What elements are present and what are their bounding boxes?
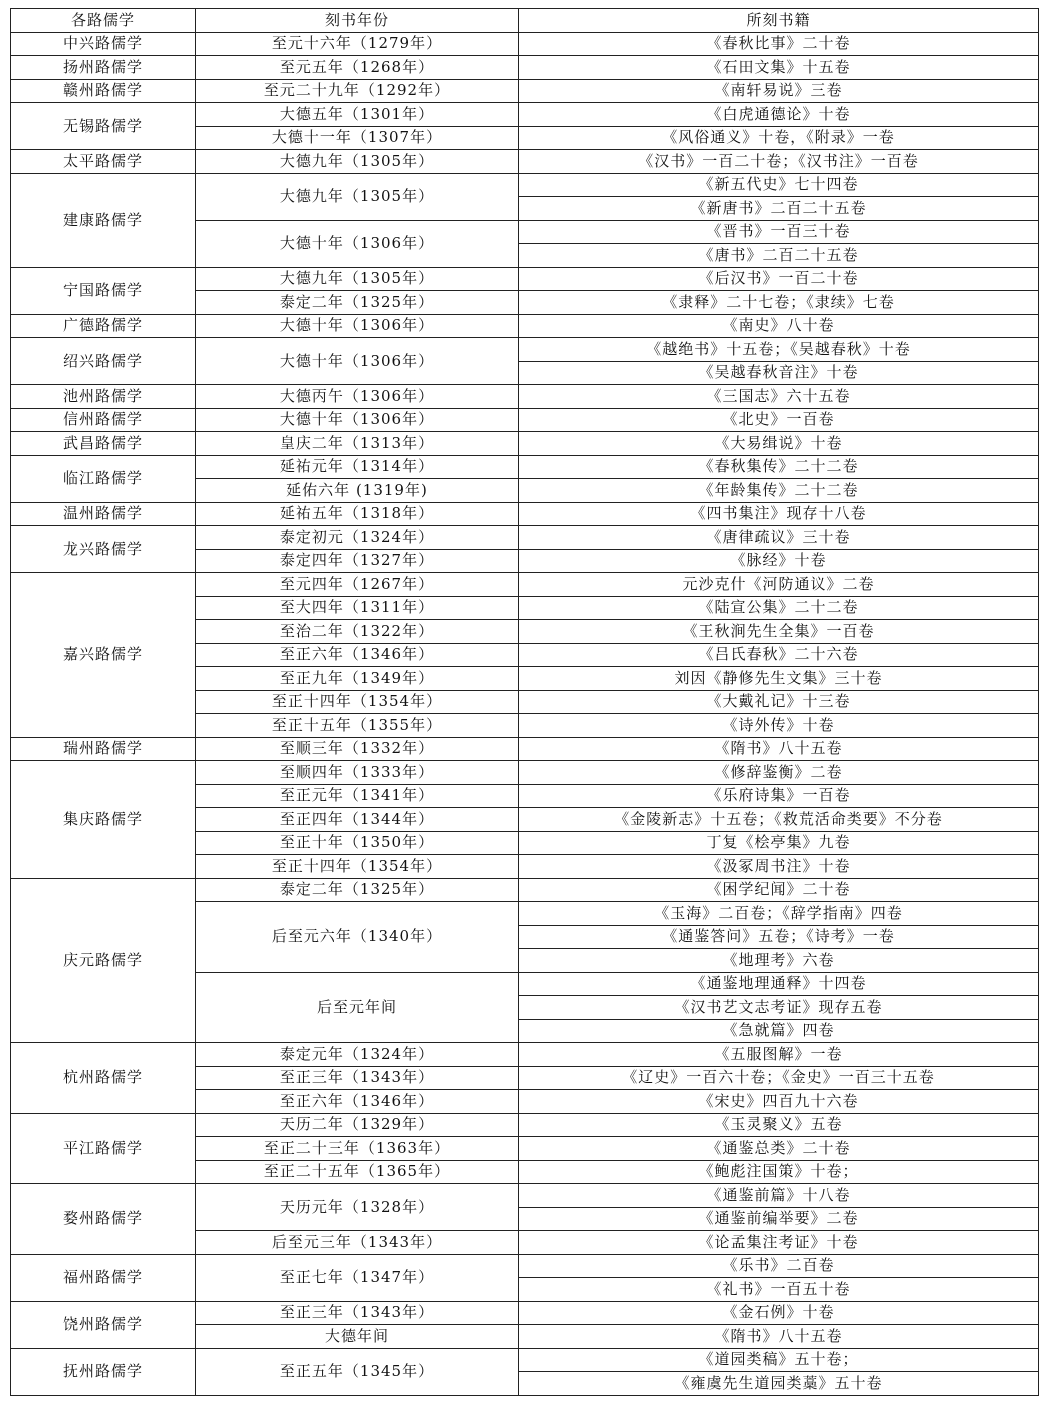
school-cell: 宁国路儒学 <box>11 267 196 314</box>
table-row <box>11 1254 1039 1278</box>
year-cell: 皇庆二年（1313年） <box>196 432 519 456</box>
year-cell: 泰定二年（1325年） <box>196 291 519 315</box>
school-cell: 无锡路儒学 <box>11 103 196 150</box>
year-cell: 至正五年（1345年） <box>196 1348 519 1395</box>
year-cell: 大德十年（1306年） <box>196 408 519 432</box>
year-cell: 天历元年（1328年） <box>196 1184 519 1231</box>
table-body <box>11 32 1039 1395</box>
header-school: 各路儒学 <box>11 9 196 33</box>
book-cell: 《玉灵聚义》五卷 <box>519 1113 1039 1137</box>
book-cell: 丁复《桧亭集》九卷 <box>519 831 1039 855</box>
school-cell: 广德路儒学 <box>11 314 196 338</box>
year-cell: 至元四年（1267年） <box>196 573 519 597</box>
book-cell: 《隋书》八十五卷 <box>519 1325 1039 1349</box>
book-cell: 《晋书》一百三十卷 <box>519 220 1039 244</box>
year-cell: 至正七年（1347年） <box>196 1254 519 1301</box>
book-cell: 《王秋涧先生全集》一百卷 <box>519 620 1039 644</box>
year-cell: 天历二年（1329年） <box>196 1113 519 1137</box>
table-row <box>11 573 1039 597</box>
year-cell: 至正十四年（1354年） <box>196 855 519 879</box>
book-cell: 刘因《静修先生文集》三十卷 <box>519 667 1039 691</box>
book-cell: 《论孟集注考证》十卷 <box>519 1231 1039 1255</box>
book-cell: 《吴越春秋音注》十卷 <box>519 361 1039 385</box>
book-cell: 《通鉴地理通释》十四卷 <box>519 972 1039 996</box>
book-cell: 《大易缉说》十卷 <box>519 432 1039 456</box>
book-cell: 《困学纪闻》二十卷 <box>519 878 1039 902</box>
book-cell: 元沙克什《河防通议》二卷 <box>519 573 1039 597</box>
school-cell: 赣州路儒学 <box>11 79 196 103</box>
year-cell: 至治二年（1322年） <box>196 620 519 644</box>
book-cell: 《四书集注》现存十八卷 <box>519 502 1039 526</box>
year-cell: 大德五年（1301年） <box>196 103 519 127</box>
year-cell: 至正九年（1349年） <box>196 667 519 691</box>
school-cell: 绍兴路儒学 <box>11 338 196 385</box>
book-cell: 《唐书》二百二十五卷 <box>519 244 1039 268</box>
book-cell: 《五服图解》一卷 <box>519 1043 1039 1067</box>
school-cell: 福州路儒学 <box>11 1254 196 1301</box>
book-cell: 《礼书》一百五十卷 <box>519 1278 1039 1302</box>
book-cell: 《春秋集传》二十二卷 <box>519 455 1039 479</box>
year-cell: 至元十六年（1279年） <box>196 32 519 56</box>
school-cell: 婺州路儒学 <box>11 1184 196 1255</box>
book-cell: 《金石例》十卷 <box>519 1301 1039 1325</box>
table-row <box>11 526 1039 550</box>
header-row <box>11 9 1039 33</box>
book-cell: 《脉经》十卷 <box>519 549 1039 573</box>
book-cell: 《新五代史》七十四卷 <box>519 173 1039 197</box>
school-cell: 饶州路儒学 <box>11 1301 196 1348</box>
book-cell: 《吕氏春秋》二十六卷 <box>519 643 1039 667</box>
year-cell: 至正二十五年（1365年） <box>196 1160 519 1184</box>
year-cell: 大德十一年（1307年） <box>196 126 519 150</box>
year-cell: 至正元年（1341年） <box>196 784 519 808</box>
year-cell: 后至元三年（1343年） <box>196 1231 519 1255</box>
book-cell: 《汉书艺文志考证》现存五卷 <box>519 996 1039 1020</box>
table-row <box>11 737 1039 761</box>
school-cell: 扬州路儒学 <box>11 56 196 80</box>
table-row <box>11 385 1039 409</box>
table-row <box>11 1348 1039 1372</box>
book-cell: 《风俗通义》十卷，《附录》一卷 <box>519 126 1039 150</box>
header-books: 所刻书籍 <box>519 9 1039 33</box>
school-cell: 武昌路儒学 <box>11 432 196 456</box>
confucian-school-printing-table <box>10 8 1039 1396</box>
book-cell: 《急就篇》四卷 <box>519 1019 1039 1043</box>
year-cell: 后至元六年（1340年） <box>196 902 519 973</box>
school-cell: 池州路儒学 <box>11 385 196 409</box>
book-cell: 《通鉴答问》五卷；《诗考》一卷 <box>519 925 1039 949</box>
book-cell: 《唐律疏议》三十卷 <box>519 526 1039 550</box>
table-row <box>11 878 1039 902</box>
year-cell: 至正六年（1346年） <box>196 1090 519 1114</box>
book-cell: 《石田文集》十五卷 <box>519 56 1039 80</box>
book-cell: 《新唐书》二百二十五卷 <box>519 197 1039 221</box>
book-cell: 《南史》八十卷 <box>519 314 1039 338</box>
table-row <box>11 1113 1039 1137</box>
year-cell: 至正二十三年（1363年） <box>196 1137 519 1161</box>
school-cell: 抚州路儒学 <box>11 1348 196 1395</box>
book-cell: 《越绝书》十五卷；《吴越春秋》十卷 <box>519 338 1039 362</box>
school-cell: 临江路儒学 <box>11 455 196 502</box>
year-cell: 延祐元年（1314年） <box>196 455 519 479</box>
school-cell: 集庆路儒学 <box>11 761 196 879</box>
header-year: 刻书年份 <box>196 9 519 33</box>
year-cell: 至正四年（1344年） <box>196 808 519 832</box>
book-cell: 《修辞鉴衡》二卷 <box>519 761 1039 785</box>
year-cell: 泰定二年（1325年） <box>196 878 519 902</box>
book-cell: 《诗外传》十卷 <box>519 714 1039 738</box>
table-row <box>11 432 1039 456</box>
school-cell: 嘉兴路儒学 <box>11 573 196 738</box>
year-cell: 至元五年（1268年） <box>196 56 519 80</box>
year-cell: 大德年间 <box>196 1325 519 1349</box>
table-row <box>11 314 1039 338</box>
year-cell: 至顺四年（1333年） <box>196 761 519 785</box>
book-cell: 《陆宣公集》二十二卷 <box>519 596 1039 620</box>
year-cell: 至正十年（1350年） <box>196 831 519 855</box>
table-row <box>11 173 1039 197</box>
year-cell: 至元二十九年（1292年） <box>196 79 519 103</box>
year-cell: 至顺三年（1332年） <box>196 737 519 761</box>
year-cell: 至正三年（1343年） <box>196 1066 519 1090</box>
year-cell: 后至元年间 <box>196 972 519 1043</box>
school-cell: 龙兴路儒学 <box>11 526 196 573</box>
year-cell: 至正三年（1343年） <box>196 1301 519 1325</box>
year-cell: 至大四年（1311年） <box>196 596 519 620</box>
school-cell: 信州路儒学 <box>11 408 196 432</box>
year-cell: 至正六年（1346年） <box>196 643 519 667</box>
year-cell: 大德十年（1306年） <box>196 314 519 338</box>
year-cell: 大德十年（1306年） <box>196 220 519 267</box>
school-cell: 瑞州路儒学 <box>11 737 196 761</box>
school-cell: 庆元路儒学 <box>11 878 196 1043</box>
book-cell: 《辽史》一百六十卷；《金史》一百三十五卷 <box>519 1066 1039 1090</box>
book-cell: 《雍虞先生道园类藁》五十卷 <box>519 1372 1039 1396</box>
book-cell: 《通鉴总类》二十卷 <box>519 1137 1039 1161</box>
book-cell: 《金陵新志》十五卷；《救荒活命类要》不分卷 <box>519 808 1039 832</box>
table-row <box>11 1043 1039 1067</box>
table-row <box>11 267 1039 291</box>
table-row <box>11 1301 1039 1325</box>
school-cell: 建康路儒学 <box>11 173 196 267</box>
year-cell: 大德九年（1305年） <box>196 173 519 220</box>
year-cell: 大德九年（1305年） <box>196 267 519 291</box>
year-cell: 大德丙午（1306年） <box>196 385 519 409</box>
book-cell: 《三国志》六十五卷 <box>519 385 1039 409</box>
year-cell: 泰定四年（1327年） <box>196 549 519 573</box>
year-cell: 延祐五年（1318年） <box>196 502 519 526</box>
book-cell: 《年龄集传》二十二卷 <box>519 479 1039 503</box>
table-row <box>11 1184 1039 1208</box>
table-row <box>11 103 1039 127</box>
table-row <box>11 32 1039 56</box>
table-row <box>11 761 1039 785</box>
year-cell: 泰定初元（1324年） <box>196 526 519 550</box>
book-table-container <box>10 8 1039 1396</box>
year-cell: 至正十五年（1355年） <box>196 714 519 738</box>
table-row <box>11 502 1039 526</box>
year-cell: 泰定元年（1324年） <box>196 1043 519 1067</box>
book-cell: 《通鉴前篇》十八卷 <box>519 1184 1039 1208</box>
book-cell: 《春秋比事》二十卷 <box>519 32 1039 56</box>
book-cell: 《乐书》二百卷 <box>519 1254 1039 1278</box>
school-cell: 平江路儒学 <box>11 1113 196 1184</box>
book-cell: 《宋史》四百九十六卷 <box>519 1090 1039 1114</box>
school-cell: 温州路儒学 <box>11 502 196 526</box>
book-cell: 《南轩易说》三卷 <box>519 79 1039 103</box>
school-cell: 太平路儒学 <box>11 150 196 174</box>
book-cell: 《通鉴前编举要》二卷 <box>519 1207 1039 1231</box>
table-row <box>11 455 1039 479</box>
table-row <box>11 338 1039 362</box>
table-row <box>11 56 1039 80</box>
book-cell: 《乐府诗集》一百卷 <box>519 784 1039 808</box>
book-cell: 《鲍彪注国策》十卷； <box>519 1160 1039 1184</box>
book-cell: 《道园类稿》五十卷； <box>519 1348 1039 1372</box>
book-cell: 《后汉书》一百二十卷 <box>519 267 1039 291</box>
book-cell: 《白虎通德论》十卷 <box>519 103 1039 127</box>
book-cell: 《大戴礼记》十三卷 <box>519 690 1039 714</box>
year-cell: 大德九年（1305年） <box>196 150 519 174</box>
school-cell: 中兴路儒学 <box>11 32 196 56</box>
year-cell: 大德十年（1306年） <box>196 338 519 385</box>
table-row <box>11 408 1039 432</box>
school-cell: 杭州路儒学 <box>11 1043 196 1114</box>
book-cell: 《北史》一百卷 <box>519 408 1039 432</box>
table-row <box>11 79 1039 103</box>
table-row <box>11 150 1039 174</box>
book-cell: 《隶释》二十七卷；《隶续》七卷 <box>519 291 1039 315</box>
book-cell: 《汲冢周书注》十卷 <box>519 855 1039 879</box>
book-cell: 《汉书》一百二十卷；《汉书注》一百卷 <box>519 150 1039 174</box>
year-cell: 延佑六年 (1319年) <box>196 479 519 503</box>
book-cell: 《地理考》六卷 <box>519 949 1039 973</box>
year-cell: 至正十四年（1354年） <box>196 690 519 714</box>
book-cell: 《玉海》二百卷；《辞学指南》四卷 <box>519 902 1039 926</box>
book-cell: 《隋书》八十五卷 <box>519 737 1039 761</box>
